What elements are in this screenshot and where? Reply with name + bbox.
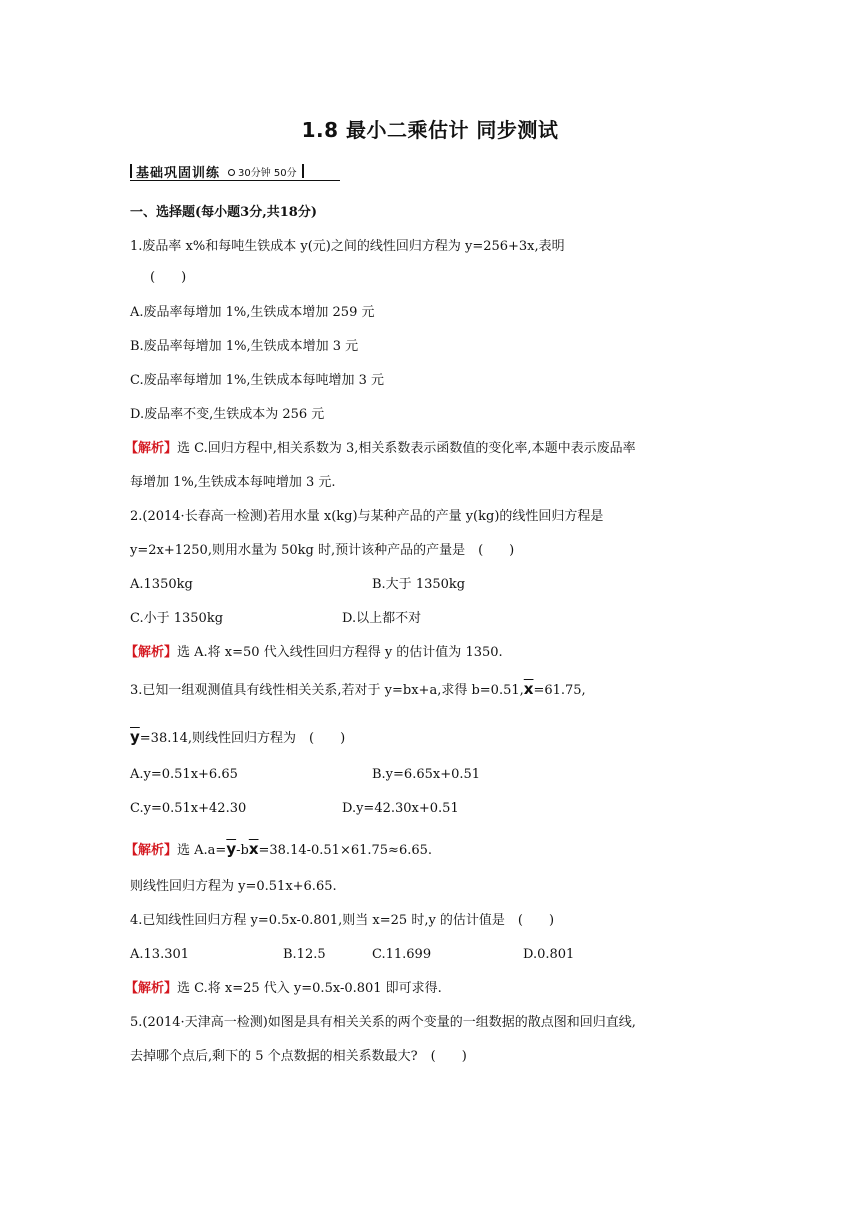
y-bar-symbol: $\overline{y}$ xyxy=(130,728,140,746)
q1-answer-line1 xyxy=(125,442,636,455)
q5-stem-line1: 5.(2014·天津高一检测)如图是具有相关关系的两个变量的一组数据的散点图和回归直线, xyxy=(130,1015,636,1030)
q3-stem-text-b: =61.75, xyxy=(533,683,586,698)
q3-stem-line1 xyxy=(130,682,586,697)
clock-icon xyxy=(228,169,235,176)
q4-answer-tag: 【解析】 xyxy=(125,981,178,996)
q2-stem-line2: y=2x+1250,则用水量为 50kg 时,预计该种产品的产量是 ( ) xyxy=(130,543,515,558)
q3-answer-text-a: 选 A.a= xyxy=(177,843,227,858)
q1-option-b: B.废品率每增加 1%,生铁成本增加 3 元 xyxy=(130,339,359,354)
y-bar-symbol-answer: $\overline{y}$ xyxy=(226,840,237,858)
q1-option-c: C.废品率每增加 1%,生铁成本每吨增加 3 元 xyxy=(130,373,385,388)
q2-option-a: A.1350kg xyxy=(130,577,193,592)
q3-stem-text-c: =38.14,则线性回归方程为 ( ) xyxy=(139,731,346,746)
x-bar-symbol: $\overline{x}$ xyxy=(523,680,534,698)
banner-bar-right xyxy=(302,164,304,178)
banner-label: 基础巩固训练 xyxy=(136,165,221,181)
q2-answer-text: 选 A.将 x=50 代入线性回归方程得 y 的估计值为 1350. xyxy=(177,645,503,660)
q1-stem: 1.废品率 x%和每吨生铁成本 y(元)之间的线性回归方程为 y=256+3x,表明 xyxy=(130,239,565,254)
banner-underline xyxy=(130,180,340,181)
q4-answer-line xyxy=(125,982,442,995)
banner-bar xyxy=(130,164,132,178)
q5-stem-line2: 去掉哪个点后,剩下的 5 个点数据的相关系数最大? ( ) xyxy=(130,1049,467,1064)
q1-paren: ( ) xyxy=(150,270,187,285)
q1-option-a: A.废品率每增加 1%,生铁成本增加 259 元 xyxy=(130,305,375,320)
q1-answer-tag: 【解析】 xyxy=(125,441,178,456)
q2-option-b: B.大于 1350kg xyxy=(372,577,466,592)
q3-answer-minus: -b xyxy=(236,843,249,858)
q2-stem-line1: 2.(2014·长春高一检测)若用水量 x(kg)与某种产品的产量 y(kg)的线性回归方程是 xyxy=(130,509,604,524)
q3-answer-tag: 【解析】 xyxy=(125,843,178,858)
q1-answer-line2: 每增加 1%,生铁成本每吨增加 3 元. xyxy=(130,475,336,490)
q2-option-c: C.小于 1350kg xyxy=(130,611,224,626)
q2-answer-tag: 【解析】 xyxy=(125,645,178,660)
section-banner xyxy=(130,162,304,180)
q2-option-d: D.以上都不对 xyxy=(342,611,422,626)
q4-option-d: D.0.801 xyxy=(523,947,575,962)
q3-option-d: D.y=42.30x+0.51 xyxy=(342,801,459,816)
q4-option-b: B.12.5 xyxy=(283,947,326,962)
q3-answer-text-b: =38.14-0.51×61.75≈6.65. xyxy=(258,843,433,858)
section-heading: 一、选择题(每小题3分,共18分) xyxy=(130,205,317,220)
q3-option-b: B.y=6.65x+0.51 xyxy=(372,767,481,782)
q3-option-a: A.y=0.51x+6.65 xyxy=(130,767,238,782)
q3-stem-text-a: 3.已知一组观测值具有线性相关关系,若对于 y=bx+a,求得 b=0.51, xyxy=(130,683,524,698)
banner-meta xyxy=(228,164,297,179)
q3-stem-line2 xyxy=(130,730,345,745)
q4-stem: 4.已知线性回归方程 y=0.5x-0.801,则当 x=25 时,y 的估计值是 ( ) xyxy=(130,913,555,928)
q4-option-a: A.13.301 xyxy=(130,947,190,962)
q4-option-c: C.11.699 xyxy=(372,947,432,962)
q1-option-d: D.废品率不变,生铁成本为 256 元 xyxy=(130,407,325,422)
q3-answer-line1 xyxy=(125,842,432,857)
q3-option-c: C.y=0.51x+42.30 xyxy=(130,801,247,816)
page-title: 1.8 最小二乘估计 同步测试 xyxy=(301,118,559,142)
q4-answer-text: 选 C.将 x=25 代入 y=0.5x-0.801 即可求得. xyxy=(177,981,442,996)
q1-answer-text1: 选 C.回归方程中,相关系数为 3,相关系数表示函数值的变化率,本题中表示废品率 xyxy=(177,441,636,456)
q2-answer-line xyxy=(125,646,503,659)
q3-answer-line2: 则线性回归方程为 y=0.51x+6.65. xyxy=(130,879,337,894)
banner-meta-text: 30分钟 50分 xyxy=(238,167,297,179)
x-bar-symbol-answer: $\overline{x}$ xyxy=(248,840,259,858)
